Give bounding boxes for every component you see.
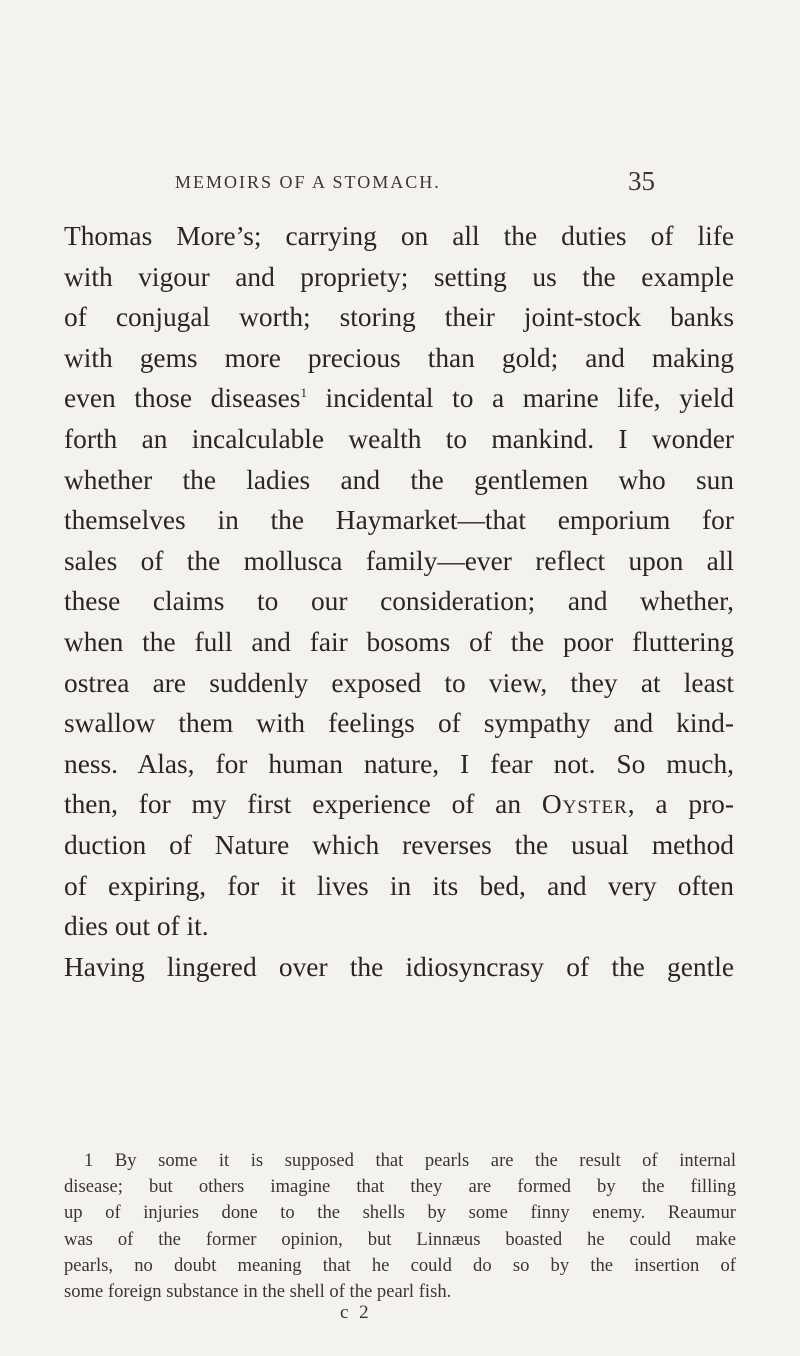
footnote [64, 1148, 736, 1305]
text-line: sales of the mollusca family—ever reflect upon all [64, 545, 734, 576]
text-line: with vigour and propriety; setting us the example [64, 261, 734, 292]
text-line: these claims to our consideration; and whether, [64, 586, 734, 617]
text-segment: incidental to a marine life, yield [325, 383, 734, 414]
text-line: Having lingered over the idiosyncrasy of the gentle [64, 951, 734, 982]
text-line: with gems more precious than gold; and making [64, 342, 734, 373]
text-segment: even those diseases [64, 383, 301, 414]
small-caps-word: Oyster [541, 789, 628, 820]
text-line [64, 378, 734, 419]
text-line [64, 784, 734, 825]
running-head: MEMOIRS OF A STOMACH. [175, 172, 441, 192]
signature-mark: c 2 [340, 1302, 372, 1323]
footnote-line: up of injuries done to the shells by some finny enemy. Reaumur [64, 1202, 736, 1224]
text-segment: then, for my first experience of an [64, 789, 542, 820]
footnote-line [64, 1148, 736, 1174]
footnote-text: By some it is supposed that pearls are the result of internal [114, 1150, 736, 1171]
footnote-line: disease; but others imagine that they are formed by the filling [64, 1176, 736, 1198]
text-line: when the full and fair bosoms of the poor fluttering [64, 626, 734, 657]
text-line: of conjugal worth; storing their joint-stock banks [64, 302, 734, 333]
footnote-line: was of the former opinion, but Linnæus boasted he could make [64, 1228, 736, 1250]
text-line: dies out of it. [64, 911, 209, 942]
text-line: ness. Alas, for human nature, I fear not. So much, [64, 748, 734, 779]
footnote-marker: 1 [84, 1150, 94, 1171]
text-line: of expiring, for it lives in its bed, and very often [64, 870, 734, 901]
text-line: duction of Nature which reverses the usual method [64, 829, 734, 860]
body-text [64, 216, 734, 987]
text-line: ostrea are suddenly exposed to view, they at least [64, 667, 734, 698]
text-line: Thomas More’s; carrying on all the duties of life [64, 221, 734, 251]
page-number: 35 [628, 166, 655, 196]
text-line: forth an incalculable wealth to mankind. I wonder [64, 423, 734, 454]
text-line: swallow them with feelings of sympathy and kind- [64, 708, 734, 739]
footnote-line: some foreign substance in the shell of the pearl fish. [64, 1280, 452, 1302]
text-line: whether the ladies and the gentlemen who sun [64, 464, 734, 495]
text-segment: , a pro- [627, 789, 734, 820]
footnote-line: pearls, no doubt meaning that he could do so by the insertion of [64, 1254, 736, 1276]
footnote-reference: 1 [300, 385, 307, 401]
text-line: themselves in the Haymarket—that emporium for [64, 505, 734, 536]
